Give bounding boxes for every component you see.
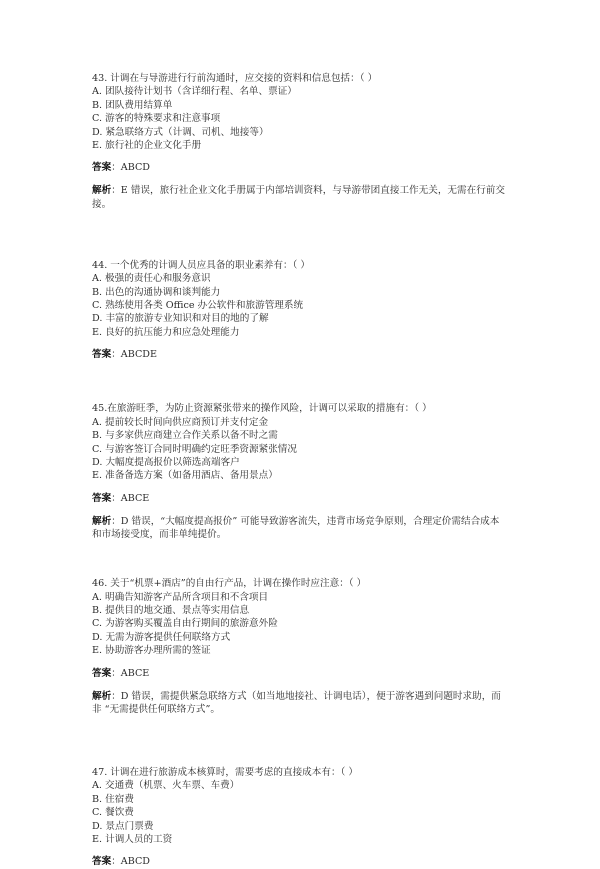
answer-value: ：ABCD (111, 162, 150, 174)
answer-line (92, 492, 508, 505)
analysis-text: ：D 错误，“大幅度提高报价” 可能导致游客流失，违背市场竞争原则，合理定价需结合成本和市场接受度，而非单纯提价。 (92, 515, 500, 541)
answer-label: 答案 (92, 349, 112, 361)
option-b: B. 出色的沟通协调和谈判能力 (92, 286, 221, 298)
answer-line (92, 348, 508, 361)
analysis-line (92, 184, 508, 211)
analysis-line (92, 515, 508, 542)
question-stem: 44. 一个优秀的计调人员应具备的职业素养有：（ ） (92, 259, 311, 271)
option-a: A. 交通费（机票、火车票、车费） (92, 780, 240, 792)
answer-value: ：ABCD (111, 856, 150, 868)
question-43 (92, 72, 508, 211)
analysis-label: 解析 (92, 185, 112, 197)
question-45 (92, 402, 508, 541)
analysis-text: ：E 错误，旅行社企业文化手册属于内部培训资料，与导游带团直接工作无关，无需在行前交接。 (92, 185, 505, 210)
option-e: E. 计调人员的工资 (92, 834, 173, 845)
option-e: E. 协助游客办理所需的签证 (92, 645, 211, 657)
question-stem: 45.在旅游旺季，为防止资源紧张带来的操作风险，计调可以采取的措施有：（ ） (92, 403, 432, 415)
option-d: D. 无需为游客提供任何联络方式 (92, 631, 231, 643)
option-b: B. 与多家供应商建立合作关系以备不时之需 (92, 430, 278, 442)
option-c: C. 游客的特殊要求和注意事项 (92, 113, 221, 125)
question-46 (92, 577, 508, 716)
option-a: A. 提前较长时间向供应商预订并支付定金 (92, 416, 269, 428)
question-stem: 47. 计调在进行旅游成本核算时，需要考虑的直接成本有：（ ） (92, 766, 358, 778)
answer-label: 答案 (92, 667, 112, 679)
analysis-line (92, 690, 508, 717)
option-d: D. 丰富的旅游专业知识和对目的地的了解 (92, 313, 269, 325)
question-47 (92, 766, 508, 869)
answer-line (92, 667, 508, 680)
option-a: A. 极强的责任心和服务意识 (92, 273, 211, 285)
analysis-label: 解析 (92, 690, 112, 702)
answer-line (92, 855, 508, 868)
option-d: D. 紧急联络方式（计调、司机、地接等） (92, 126, 269, 138)
option-b: B. 提供目的地交通、景点等实用信息 (92, 604, 250, 616)
option-c: C. 熟练使用各类 Office 办公软件和旅游管理系统 (92, 300, 304, 312)
option-a: A. 团队接待计划书（含详细行程、名单、票证） (92, 86, 297, 98)
option-e: E. 旅行社的企业文化手册 (92, 140, 202, 152)
option-d: D. 景点门票费 (92, 820, 154, 832)
analysis-text: ：D 错误，需提供紧急联络方式（如当地地接社、计调电话），便于游客遇到问题时求助，而非 “无需提供任何联络方式”。 (92, 690, 501, 715)
option-c: C. 餐饮费 (92, 807, 134, 819)
option-e: E. 准备备选方案（如备用酒店、备用景点） (92, 470, 278, 482)
answer-label: 答案 (92, 492, 112, 504)
analysis-label: 解析 (92, 515, 112, 527)
option-b: B. 住宿费 (92, 793, 134, 805)
answer-value: ：ABCE (111, 492, 150, 504)
question-44 (92, 259, 508, 362)
option-e: E. 良好的抗压能力和应急处理能力 (92, 326, 240, 338)
question-stem: 43. 计调在与导游进行行前沟通时，应交接的资料和信息包括：（ ） (92, 73, 378, 84)
option-c: C. 为游客购买覆盖自由行期间的旅游意外险 (92, 618, 278, 630)
question-stem: 46. 关于“机票+酒店”的自由行产品，计调在操作时应注意：（ ） (92, 578, 367, 590)
answer-line (92, 161, 508, 174)
option-a: A. 明确告知游客产品所含项目和不含项目 (92, 591, 269, 603)
answer-value: ：ABCE (111, 667, 150, 679)
option-c: C. 与游客签订合同时明确约定旺季资源紧张情况 (92, 443, 297, 455)
answer-value: ：ABCDE (111, 349, 157, 361)
option-b: B. 团队费用结算单 (92, 99, 173, 111)
answer-label: 答案 (92, 856, 112, 868)
option-d: D. 大幅度提高报价以筛选高端客户 (92, 456, 240, 468)
answer-label: 答案 (92, 162, 112, 174)
